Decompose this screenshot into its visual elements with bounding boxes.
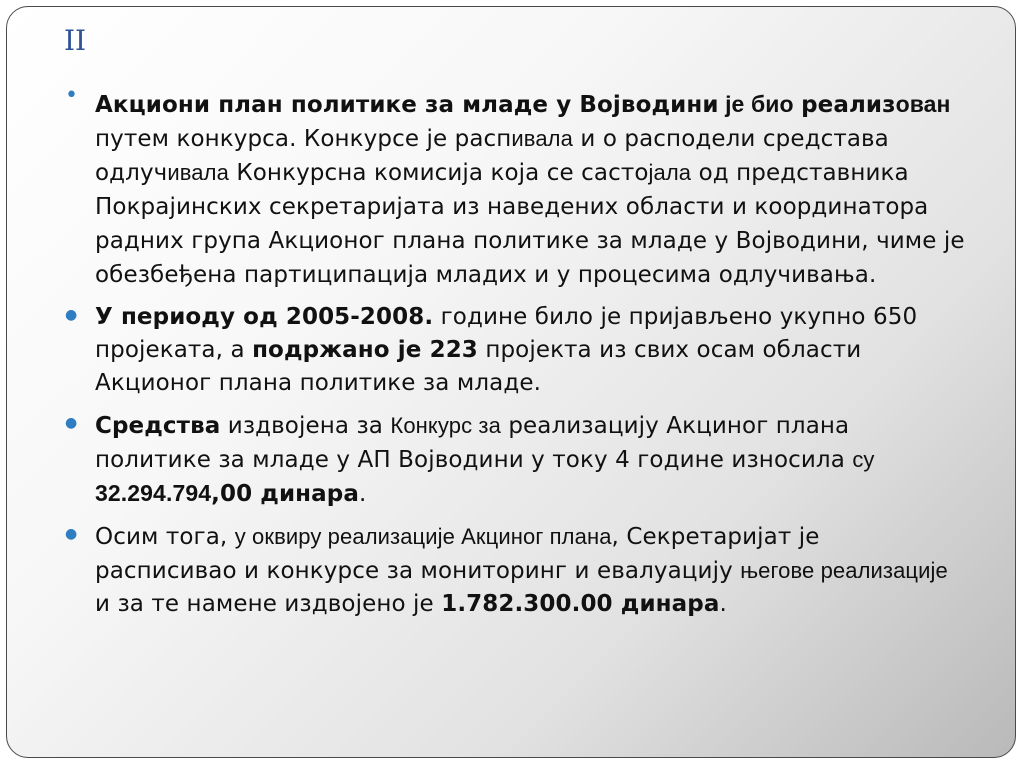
text-run: и о [572,126,617,152]
bold-text: 1.782.300.00 динара [441,591,720,617]
bold-text: Акциони план политике за младе у Војводини [95,92,719,118]
bold-text: 32.294.794 [95,480,212,506]
text-run: су [852,447,875,472]
slide-title: II [64,24,87,57]
bold-text: У периоду од 2005-2008. [95,304,434,330]
bullet-dot-icon: • [65,83,78,108]
text-run: пројекта из свих осам области Акционог плана политике за младе. [95,337,862,396]
text-run: путем конкурса. Конкурсе је расп [95,126,512,152]
bullet-item-4 [65,520,965,621]
text-run: издвојена за [220,413,391,439]
text-run: реализацију Акциног плана политике за младе у АП Војводини у току 4 године износила [95,413,853,473]
bullet-dot-icon: ● [65,415,78,431]
bullet-dot-icon: ● [65,307,78,323]
text-run: ивала [511,126,573,151]
text-run: јала [648,160,692,185]
text-run: ивала [167,160,229,185]
bullet-list [65,83,965,621]
text-run [794,92,801,118]
text-run: и за те намене издвојено је [95,591,442,617]
bold-text: ,00 динара [211,481,359,507]
text-run: његове реализације [740,558,948,583]
text-run: од представника Покрајинских секретаријата из наведених области и координатора радних група Акционог плана политике за младе у Војводини, чиме је обезбеђена партиципација младих и у процесима одлучивања. [95,160,965,288]
bold-text: реализ [801,92,896,118]
text-run: у оквиру реализације Акциног плана [234,524,612,549]
bullet-dot-icon: ● [65,526,78,542]
text-run: године било је пријављено укупно 650 пројеката, а [95,304,918,363]
text-run: Осим тога, [95,524,235,550]
bullet-item-3 [65,409,965,511]
text-run: . [719,591,727,617]
text-run: Конкурсна комисија која се састо [228,160,649,186]
slide [6,6,1016,758]
bold-text: ован [895,91,951,117]
bold-text: подржано је 223 [252,337,478,363]
text-run: , Секретаријат је расписивао и конкурсе за мониторинг и евалуацију [95,524,820,584]
text-run: расподели средстава одлуч [95,126,889,186]
bold-text: Средства [95,413,221,439]
text-run: Конкурс за [390,413,501,438]
bullet-item-1 [65,83,965,292]
bullet-item-2 [65,301,965,400]
text-run: . [358,481,367,507]
bold-text: је био [718,91,794,117]
